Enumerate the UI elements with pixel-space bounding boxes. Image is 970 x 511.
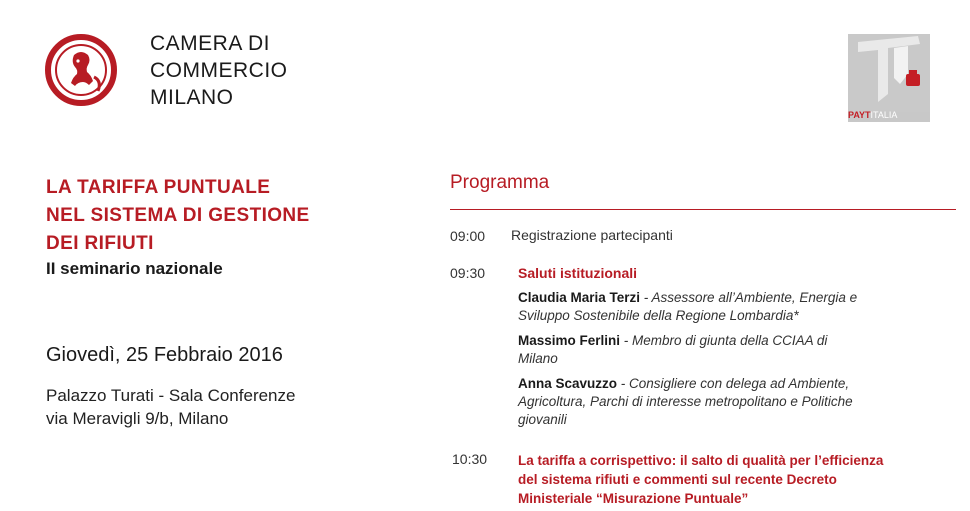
speaker-entry <box>518 332 948 368</box>
org-line-2: COMMERCIO <box>150 59 288 82</box>
payt-label <box>848 110 930 120</box>
program-time: 09:00 <box>450 228 486 244</box>
title-line-3: DEI RIFIUTI <box>46 233 154 254</box>
speaker-name: Claudia Maria Terzi <box>518 290 641 305</box>
program-divider <box>450 209 956 210</box>
speaker-role: giovanili <box>518 412 567 427</box>
talk-line-1: La tariffa a corrispettivo: il salto di qualità per l’efficienza <box>518 453 884 468</box>
speaker-role: Milano <box>518 351 558 366</box>
caliper-icon <box>848 34 930 112</box>
payt-italia-logo <box>848 34 930 122</box>
speaker-entry <box>518 375 948 429</box>
program-item-text: Registrazione partecipanti <box>511 227 673 243</box>
event-venue <box>46 384 295 430</box>
event-subtitle: II seminario nazionale <box>46 259 223 278</box>
title-line-2: NEL SISTEMA DI GESTIONE <box>46 205 310 226</box>
payt-text: PAYT <box>848 110 871 120</box>
speaker-role: - Membro di giunta della CCIAA di <box>620 333 828 348</box>
event-date: Giovedì, 25 Febbraio 2016 <box>46 344 283 366</box>
program-heading: Programma <box>450 172 550 193</box>
speaker-entry <box>518 289 948 325</box>
venue-line-1: Palazzo Turati - Sala Conferenze <box>46 386 296 405</box>
program-time: 09:30 <box>450 265 486 281</box>
camera-commercio-logo <box>44 33 118 107</box>
title-line-1: LA TARIFFA PUNTUALE <box>46 177 271 198</box>
org-line-3: MILANO <box>150 86 234 109</box>
organization-name <box>150 30 288 111</box>
speaker-role: Sviluppo Sostenibile della Regione Lombardia* <box>518 308 799 323</box>
speaker-role: - Consigliere con delega ad Ambiente, <box>617 376 850 391</box>
venue-line-2: via Meravigli 9/b, Milano <box>46 409 229 428</box>
org-line-1: CAMERA DI <box>150 32 271 55</box>
talk-line-3: Ministeriale “Misurazione Puntuale” <box>518 491 749 506</box>
event-title <box>46 174 310 258</box>
speaker-role: - Assessore all’Ambiente, Energia e <box>640 290 858 305</box>
speaker-name: Massimo Ferlini <box>518 333 621 348</box>
camera-commercio-emblem-icon <box>44 33 118 107</box>
italia-text: ITALIA <box>870 110 898 120</box>
talk-line-2: del sistema rifiuti e commenti sul recente Decreto <box>518 472 837 487</box>
speaker-role: Agricoltura, Parchi di interesse metropolitano e Politiche <box>518 394 853 409</box>
speaker-name: Anna Scavuzzo <box>518 376 618 391</box>
program-item-text: Saluti istituzionali <box>518 265 638 281</box>
program-time: 10:30 <box>452 451 488 467</box>
program-item-text <box>518 451 948 508</box>
